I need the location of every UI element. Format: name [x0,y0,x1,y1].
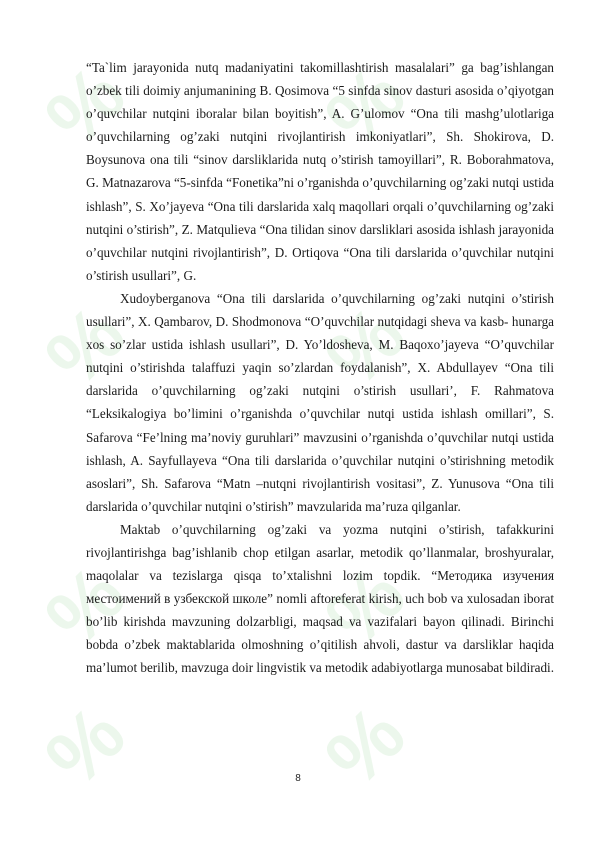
watermark-icon: % [308,549,422,663]
paragraph-1: “Ta`lim jarayonida nutq madaniyatini takomillashtirish masalalari” ga bag’ishlangan o’zbek tili doimiy anjumanining B. Qosimova “5 sinfda sinov dasturi asosida o’qiyotgan o’quvchilar nutqini iboralar bilan boyitish”, A. G’ulomov “Ona tili mashg’ulotlariga o’quvchilarning og’zaki nutqini rivojlantirish imkoniyatlari”, Sh. Shokirova, D. Boysunova ona tili “sinov darsliklarida nutq o’stirish tamoyillari”, R. Boborahmatova, G. Matnazarova “5-sinfda “Fonetika”ni o’rganishda o’quvchilarning og’zaki nutqi ustida ishlash”, S. Xo’jayeva “Ona tili darslarida xalq maqollari orqali o’quvchilarning og’zaki nutqini o’stirish”, Z. Matqulieva “Ona tilidan sinov darsliklari asosida ishlash jarayonida o’quvchilar nutqini rivojlantirish”, D. Ortiqova “Ona tili darslarida o’quvchilar nutqini o’stirish usullari”, G. [86,60,554,283]
paragraph-3: Maktab o’quvchilarning og’zaki va yozma nutqini o’stirish, tafakkurini rivojlantirishga bag’ishlanib chop etilgan asarlar, metodik qo’llanmalar, broshyuralar, maqolalar va tezislarga qisqa to’xtalishni lozim topdik. “Методика изучения местоимений в узбекской школе” nomli aftoreferat kirish, uch bob va xulosadan iborat bo’lib kirishda mavzuning dolzarbligi, maqsad va vazifalari bayon qilinadi. Birinchi bobda o’zbek maktablarida olmoshning o’qitilish ahvoli, dastur va darsliklar haqida ma’lumot berilib, mavzuga doir lingvistik va metodik adabiyotlarga munosabat bildiradi. [86,521,554,676]
paragraph-2: Xudoyberganova “Ona tili darslarida o’quvchilarning og’zaki nutqini o’stirish usullari”, X. Qambarov, D. Shodmonova “O’quvchilar nutqidagi sheva va kasb- hunarga xos so’zlar ustida ishlash usullari”, D. Yo’ldosheva, M. Baqoxo’jayeva “O’quvchilar nutqini o’stirishda talaffuzi yaqin so’zlardan foydalanish”, X. Abdullayev “Ona tili darslarida o’quvchilarning og’zaki nutqini o’stirish usullari’, F. Rahmatova “Leksikalogiya bo’limini o’rganishda o’quvchilar nutqi ustida ishlash omillari”, S. Safarova “Fe’lning ma’noviy guruhlari” mavzusini o’rganishda o’quvchilar nutqi ustida ishlash, A. Sayfullayeva “Ona tili darslarida o’quvchilar nutqini o’stirishning metodik asoslari”, Sh. Safarova “Matn –nutqni rivojlantirish vositasi”, Z. Yunusova “Ona tili darslarida o’quvchilar nutqini o’stirish” mavzularida ma’ruza qilganlar. [86,290,554,514]
watermark-icon: % [308,289,422,403]
watermark-icon: % [308,49,422,163]
watermark-icon: % [308,689,422,803]
body-text [86,56,554,680]
watermark-icon: % [28,689,142,803]
watermark-icon: % [28,289,142,403]
watermark-icon: % [28,49,142,163]
page-number: 8 [295,773,301,784]
watermark-icon: % [28,549,142,663]
